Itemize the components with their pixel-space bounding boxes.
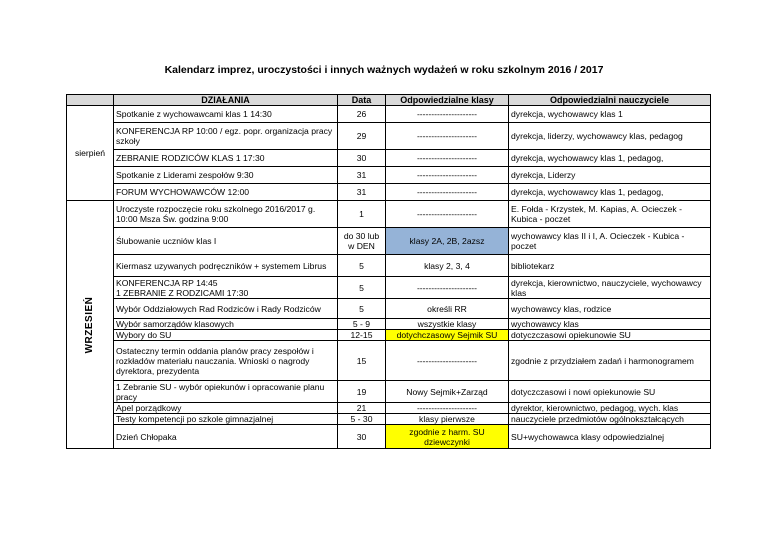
teachers-cell: nauczyciele przedmiotów ogólnokształcących xyxy=(509,414,711,425)
action-cell: Wybór Oddziałowych Rad Rodziców i Rady Rodziców xyxy=(114,299,338,319)
action-cell: Dzień Chłopaka xyxy=(114,425,338,449)
table-row xyxy=(67,414,711,425)
date-cell: 5 - 30 xyxy=(338,414,386,425)
teachers-cell: dyrekcja, liderzy, wychowawcy klas, pedagog xyxy=(509,123,711,150)
classes-cell: --------------------- xyxy=(386,123,509,150)
table-row xyxy=(67,330,711,341)
date-cell: 30 xyxy=(338,150,386,167)
date-cell: 26 xyxy=(338,106,386,123)
date-cell: 30 xyxy=(338,425,386,449)
action-line: KONFERENCJA RP 14:45 xyxy=(116,277,218,288)
action-cell: Ostateczny termin oddania planów pracy zespołów i rozkładów materiału nauczania. Wnioski o nagrody dyrektora, prezydenta xyxy=(114,341,338,381)
classes-cell: określi RR xyxy=(386,299,509,319)
teachers-cell: dyrekcja, wychowawcy klas 1, pedagog, xyxy=(509,184,711,201)
teachers-cell: dotyczczasowi i nowi opiekunowie SU xyxy=(509,381,711,403)
table-row xyxy=(67,403,711,414)
table-row xyxy=(67,167,711,184)
header-actions: DZIAŁANIA xyxy=(114,95,338,106)
table-row xyxy=(67,341,711,381)
classes-cell: --------------------- xyxy=(386,277,509,299)
classes-cell: dotychczasowy Sejmik SU xyxy=(386,330,509,341)
action-cell: 1 Zebranie SU - wybór opiekunów i opracowanie planu pracy xyxy=(114,381,338,403)
classes-cell: --------------------- xyxy=(386,106,509,123)
teachers-cell: bibliotekarz xyxy=(509,255,711,277)
table-row xyxy=(67,319,711,330)
table-row xyxy=(67,150,711,167)
date-cell: 29 xyxy=(338,123,386,150)
table-row xyxy=(67,381,711,403)
date-cell: 5 - 9 xyxy=(338,319,386,330)
table-row xyxy=(67,255,711,277)
teachers-cell: dyrekcja, wychowawcy klas 1 xyxy=(509,106,711,123)
date-cell: do 30 lub w DEN xyxy=(338,228,386,255)
teachers-cell: wychowawcy klas II i I, A. Ocieczek - Kubica - poczet xyxy=(509,228,711,255)
teachers-cell: dyrekcja, kierownictwo, nauczyciele, wychowawcy klas xyxy=(509,277,711,299)
teachers-cell: SU+wychowawca klasy odpowiedzialnej xyxy=(509,425,711,449)
classes-cell: --------------------- xyxy=(386,184,509,201)
teachers-cell: wychowawcy klas, rodzice xyxy=(509,299,711,319)
action-cell: Wybór samorządów klasowych xyxy=(114,319,338,330)
date-cell: 1 xyxy=(338,201,386,228)
classes-cell: klasy 2, 3, 4 xyxy=(386,255,509,277)
action-cell: FORUM WYCHOWAWCÓW 12:00 xyxy=(114,184,338,201)
teachers-cell: E. Fołda - Krzystek, M. Kapias, A. Ocieczek - Kubica - poczet xyxy=(509,201,711,228)
classes-cell: --------------------- xyxy=(386,403,509,414)
action-cell: Ślubowanie uczniów klas I xyxy=(114,228,338,255)
action-cell: Wybory do SU xyxy=(114,330,338,341)
teachers-cell: dotyczczasowi opiekunowie SU xyxy=(509,330,711,341)
table-row xyxy=(67,184,711,201)
teachers-cell: wychowawcy klas xyxy=(509,319,711,330)
date-cell: 12-15 xyxy=(338,330,386,341)
action-cell: Testy kompetencji po szkole gimnazjalnej xyxy=(114,414,338,425)
classes-cell: --------------------- xyxy=(386,150,509,167)
teachers-cell: zgodnie z przydziałem zadań i harmonogramem xyxy=(509,341,711,381)
classes-cell: klasy 2A, 2B, 2azsz xyxy=(386,228,509,255)
classes-cell: --------------------- xyxy=(386,341,509,381)
header-classes: Odpowiedzialne klasy xyxy=(386,95,509,106)
table-row xyxy=(67,425,711,449)
date-cell: 5 xyxy=(338,277,386,299)
date-cell: 31 xyxy=(338,184,386,201)
header-date: Data xyxy=(338,95,386,106)
date-cell: 19 xyxy=(338,381,386,403)
table-row xyxy=(67,106,711,123)
month-header-cell xyxy=(67,95,114,106)
action-cell: Kiermasz uzywanych podręczników + systemem Librus xyxy=(114,255,338,277)
action-cell xyxy=(114,277,338,299)
teachers-cell: dyrekcja, wychowawcy klas 1, pedagog, xyxy=(509,150,711,167)
month-august: sierpień xyxy=(67,106,114,201)
teachers-cell: dyrekcja, Liderzy xyxy=(509,167,711,184)
table-row xyxy=(67,228,711,255)
classes-cell: --------------------- xyxy=(386,167,509,184)
classes-cell: klasy pierwsze xyxy=(386,414,509,425)
month-september: WRZESIEŃ xyxy=(67,201,114,449)
date-cell: 5 xyxy=(338,299,386,319)
teachers-cell: dyrektor, kierownictwo, pedagog, wych. klas xyxy=(509,403,711,414)
table-row xyxy=(67,201,711,228)
action-cell: Apel porządkowy xyxy=(114,403,338,414)
date-cell: 31 xyxy=(338,167,386,184)
action-cell: ZEBRANIE RODZICÓW KLAS 1 17:30 xyxy=(114,150,338,167)
action-cell: KONFERENCJA RP 10:00 / egz. popr. organizacja pracy szkoły xyxy=(114,123,338,150)
classes-cell: --------------------- xyxy=(386,201,509,228)
header-teachers: Odpowiedzialni nauczyciele xyxy=(509,95,711,106)
table-row xyxy=(67,277,711,299)
date-cell: 15 xyxy=(338,341,386,381)
action-cell: Uroczyste rozpoczęcie roku szkolnego 2016/2017 g. 10:00 Msza Św. godzina 9:00 xyxy=(114,201,338,228)
header-row xyxy=(67,95,711,106)
date-cell: 21 xyxy=(338,403,386,414)
date-cell: 5 xyxy=(338,255,386,277)
calendar-table xyxy=(66,94,711,449)
table-row xyxy=(67,299,711,319)
table-row xyxy=(67,123,711,150)
action-line: 1 ZEBRANIE Z RODZICAMI 17:30 xyxy=(116,287,249,298)
page-title: Kalendarz imprez, uroczystości i innych ważnych wydażeń w roku szkolnym 2016 / 2017 xyxy=(164,64,604,76)
classes-cell: Nowy Sejmik+Zarząd xyxy=(386,381,509,403)
action-cell: Spotkanie z Liderami zespołów 9:30 xyxy=(114,167,338,184)
classes-cell: zgodnie z harm. SU dziewczynki xyxy=(386,425,509,449)
action-cell: Spotkanie z wychowawcami klas 1 14:30 xyxy=(114,106,338,123)
classes-cell: wszystkie klasy xyxy=(386,319,509,330)
